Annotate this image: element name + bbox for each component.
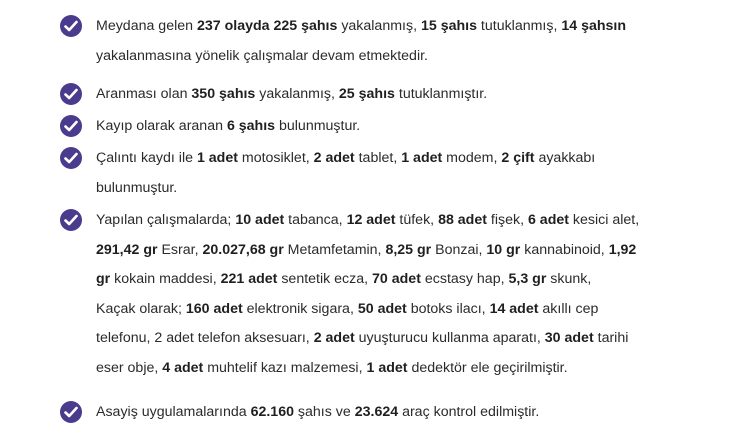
bold-figure: 14 adet bbox=[489, 300, 539, 317]
text-segment: Çalıntı kaydı ile bbox=[96, 150, 197, 166]
text-segment: tarihi bbox=[593, 330, 629, 346]
text-segment: Aranması olan bbox=[96, 86, 192, 102]
bullet-text-line bbox=[96, 402, 539, 422]
bold-figure: 1 adet bbox=[401, 150, 443, 166]
bullet-text-line bbox=[96, 299, 598, 319]
check-circle-icon bbox=[60, 83, 82, 105]
bold-figure: 88 adet bbox=[438, 212, 487, 228]
bold-figure: 291,42 gr bbox=[96, 241, 158, 258]
bold-figure: 14 şahsın bbox=[561, 18, 627, 34]
text-segment: Yapılan çalışmalarda; bbox=[96, 212, 236, 228]
bullet-text-line bbox=[96, 148, 595, 168]
check-circle-icon bbox=[60, 147, 82, 169]
text-segment: şahıs ve bbox=[293, 404, 355, 420]
text-segment: araç kontrol edilmiştir. bbox=[398, 404, 540, 420]
text-segment: kesici alet, bbox=[568, 212, 640, 228]
bold-figure: 221 adet bbox=[220, 271, 278, 287]
text-segment: elektronik sigara, bbox=[242, 300, 358, 317]
text-segment: modem, bbox=[442, 150, 502, 166]
text-segment: sentetik ecza, bbox=[277, 271, 373, 287]
bold-figure: 12 adet bbox=[346, 212, 396, 228]
bold-figure: 4 adet bbox=[162, 359, 204, 376]
bold-figure: 23.624 bbox=[354, 404, 399, 420]
text-segment: yakalanmasına yönelik çalışmalar devam etmektedir. bbox=[96, 47, 428, 64]
bold-figure: 6 şahıs bbox=[226, 118, 276, 134]
bold-figure: 2 adet bbox=[313, 150, 355, 166]
text-segment: muhtelif kazı malzemesi, bbox=[203, 359, 367, 376]
bold-figure: 1 adet bbox=[196, 150, 238, 166]
bold-figure: 62.160 bbox=[250, 404, 294, 420]
text-segment: botoks ilacı, bbox=[406, 300, 490, 317]
bold-figure: 70 adet bbox=[372, 271, 421, 287]
text-segment: Meydana gelen bbox=[96, 18, 197, 34]
text-segment: motosiklet, bbox=[237, 150, 314, 166]
text-segment: dedektör ele geçirilmiştir. bbox=[407, 359, 568, 376]
text-segment: tüfek, bbox=[395, 212, 439, 228]
text-segment: Kaçak olarak; bbox=[96, 300, 186, 317]
text-segment: Kayıp olarak aranan bbox=[96, 118, 227, 134]
bullet-text-line bbox=[96, 269, 591, 289]
text-segment: ecstasy hap, bbox=[420, 271, 509, 287]
bold-figure: 6 adet bbox=[527, 212, 569, 228]
bold-figure: 350 şahıs bbox=[191, 86, 256, 102]
bold-figure: 15 şahıs bbox=[420, 18, 477, 34]
text-segment: Metamfetamin, bbox=[283, 241, 386, 258]
text-segment: tablet, bbox=[354, 150, 402, 166]
bold-figure: 30 adet bbox=[544, 330, 594, 346]
bold-figure: 2 adet bbox=[313, 330, 355, 346]
bold-figure: 160 adet bbox=[185, 300, 243, 317]
text-segment: yakalanmış, bbox=[255, 86, 339, 102]
bullet-text-line bbox=[96, 46, 428, 66]
bold-figure: 237 olayda 225 şahıs bbox=[196, 18, 338, 34]
text-segment: yakalanmış, bbox=[337, 18, 421, 34]
bold-figure: 5,3 gr bbox=[508, 271, 547, 287]
bullet-text-line bbox=[96, 210, 639, 230]
bold-figure: 10 adet bbox=[235, 212, 285, 228]
text-segment: kannabinoid, bbox=[520, 241, 609, 258]
text-segment: kokain maddesi, bbox=[110, 271, 221, 287]
bold-figure: 20.027,68 gr bbox=[202, 241, 284, 258]
bullet-text-line bbox=[96, 358, 568, 378]
text-segment: eser obje, bbox=[96, 359, 163, 376]
text-segment: tutuklanmıştır. bbox=[394, 86, 488, 102]
text-segment: Asayiş uygulamalarında bbox=[96, 404, 251, 420]
text-segment: telefonu, 2 adet telefon aksesuarı, bbox=[96, 330, 314, 346]
text-segment: bulunmuştur. bbox=[96, 179, 178, 196]
text-segment: uyuşturucu kullanma aparatı, bbox=[354, 330, 545, 346]
bold-figure: 1,92 bbox=[608, 241, 637, 258]
text-segment: bulunmuştur. bbox=[275, 118, 361, 134]
bullet-text-line bbox=[96, 328, 628, 348]
text-segment: fişek, bbox=[486, 212, 528, 228]
bold-figure: 1 adet bbox=[366, 359, 408, 376]
bullet-text-line bbox=[96, 84, 487, 104]
bold-figure: 25 şahıs bbox=[338, 86, 395, 102]
text-segment: skunk, bbox=[546, 271, 592, 287]
check-circle-icon bbox=[60, 209, 82, 231]
bullet-text-line bbox=[96, 240, 636, 260]
text-segment: Bonzai, bbox=[431, 241, 487, 258]
text-segment: tutuklanmış, bbox=[476, 18, 562, 34]
bullet-text-line bbox=[96, 116, 360, 136]
check-circle-icon bbox=[60, 115, 82, 137]
bullet-text-line bbox=[96, 178, 177, 198]
text-segment: Esrar, bbox=[157, 241, 203, 258]
text-segment: ayakkabı bbox=[534, 150, 596, 166]
bold-figure: 8,25 gr bbox=[385, 241, 432, 258]
bullet-text-line bbox=[96, 16, 626, 36]
text-segment: tabanca, bbox=[284, 212, 347, 228]
bold-figure: 2 çift bbox=[501, 150, 535, 166]
check-circle-icon bbox=[60, 15, 82, 37]
bold-figure: gr bbox=[96, 271, 111, 287]
bold-figure: 10 gr bbox=[486, 241, 521, 258]
bold-figure: 50 adet bbox=[357, 300, 407, 317]
text-segment: akıllı cep bbox=[538, 300, 599, 317]
